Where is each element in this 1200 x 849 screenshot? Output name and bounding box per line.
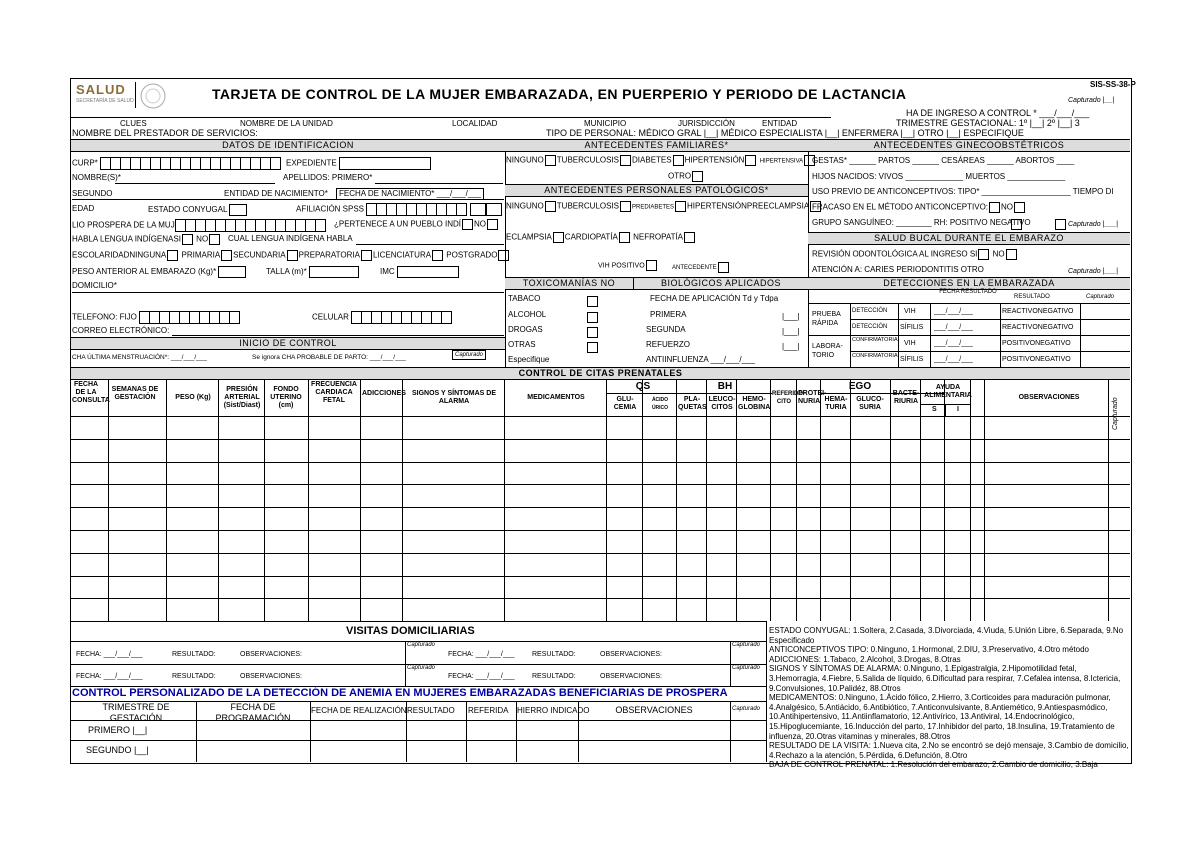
pat-eclampsia: ECLAMPSIA — [506, 232, 552, 242]
label-clues: CLUES — [120, 119, 147, 128]
ref-anticonceptivos: ANTICONCEPTIVOS TIPO: 0.Ninguno, 1.Hormonal, 2.DIU, 3.Preservativo, 4.Otro método — [769, 645, 1089, 655]
det-capturado: Capturado — [1086, 294, 1115, 300]
imc-label: IMC — [380, 267, 395, 277]
cual-lengua-field[interactable]: CUAL LENGUA INDÍGENA HABLA — [228, 234, 353, 243]
citas-col-divider — [820, 379, 821, 621]
citas-row-divider — [71, 507, 1130, 508]
estado-conyugal-field[interactable] — [148, 204, 247, 216]
ref-adicciones: ADICCIONES: 1.Tabaco, 2.Alcohol, 3.Drogas, 8.Otras — [769, 654, 961, 664]
visita1-capturado[interactable]: Capturado — [407, 642, 436, 648]
visita1-resultado[interactable]: RESULTADO: — [172, 651, 216, 658]
citas-col-divider — [166, 379, 167, 621]
citas-col-divider — [402, 379, 403, 621]
patologicos-options-2[interactable] — [506, 232, 696, 243]
inicio-capturado[interactable]: Capturado — [452, 350, 486, 360]
afiliacion-field[interactable] — [296, 203, 502, 216]
det-row3-vih: VIH — [904, 340, 916, 347]
celular-label: CELULAR — [312, 312, 349, 322]
bio-refuerzo-date[interactable]: |___| — [782, 342, 800, 351]
citas-col-divider — [984, 379, 985, 621]
col-acido-urico: ÁCIDO ÚRICO — [651, 397, 669, 411]
pat-cardiopatia: CARDIOPATÍA — [564, 232, 618, 242]
det-laboratorio: LABORA-TORIO — [812, 343, 843, 359]
citas-col-divider — [108, 379, 109, 621]
habla-si: SI — [173, 234, 181, 244]
card-title: TARJETA DE CONTROL DE LA MUJER EMBARAZADA, EN PUERPERIO Y PERIODO DE LACTANCIA — [212, 86, 907, 102]
bio-antiinfluenza[interactable]: ANTIINFLUENZA ___/___/___ — [646, 355, 755, 364]
col-ayuda: AYUDA ALIMENTARIA — [924, 384, 972, 399]
col-qs: QS — [635, 381, 651, 392]
tox-especifique[interactable]: Especifique — [508, 355, 550, 364]
expediente-field[interactable] — [286, 157, 431, 170]
citas-row-divider — [71, 598, 1130, 599]
det-row4-sifilis: SÍFILIS — [900, 356, 924, 363]
citas-col-divider — [890, 379, 891, 621]
pat-vih-label: VIH POSITIVO — [598, 262, 645, 270]
det-row4-result[interactable] — [1002, 356, 1071, 363]
tipo-personal-field[interactable]: TIPO DE PERSONAL: MÉDICO GRAL |__| MÉDICO ESPECIALISTA |__| ENFERMERA |__| OTRO |__| ESPECIFIQUE — [546, 128, 1024, 138]
citas-col-divider — [676, 379, 677, 621]
col-leucocitos: LEUCO-CITOS — [708, 396, 736, 411]
revision-label: REVISIÓN ODONTOLÓGICA AL INGRESO — [812, 249, 968, 259]
citas-col-divider — [1108, 379, 1109, 621]
det-row1-fecha[interactable]: ___/___/___ — [934, 308, 973, 315]
fam-hipertension: HIPERTENSIÓN — [684, 155, 745, 165]
fam-ninguno: NINGUNO — [506, 155, 544, 165]
habla-label: HABLA LENGUA INDÍGENA — [72, 234, 174, 244]
anemia-col-resultado: RESULTADO — [407, 706, 455, 715]
col-fondo: FONDO UTERINO (cm) — [270, 386, 302, 409]
hijos-field[interactable]: HIJOS NACIDOS: VIVOS _____________ MUERTOS _____________ — [812, 172, 1066, 181]
bio-segunda-date[interactable]: |___| — [782, 327, 800, 336]
citas-col-divider — [606, 379, 607, 621]
section-salud-bucal: SALUD BUCAL DURANTE EL EMBARAZO — [808, 232, 1130, 245]
familiares-options[interactable] — [506, 155, 816, 167]
ref-estado-conyugal: ESTADO CONYUGAL: 1.Soltera, 2.Casada, 3.Divorciada, 4.Viuda, 5.Unión Libre, 6.Separada, 9.No Especificado — [769, 626, 1124, 645]
det-row2-deteccion: DETECCIÓN — [852, 324, 888, 330]
fracaso-field[interactable] — [812, 202, 1026, 213]
visita1-fecha[interactable]: FECHA: ___/___/___ — [76, 651, 143, 658]
domicilio-field[interactable]: DOMICILIO* — [72, 281, 117, 290]
col-referido: REFERIDO-CITO — [772, 391, 805, 405]
reference-legend — [769, 626, 1129, 770]
celular-field[interactable] — [312, 311, 452, 324]
fam-tuberculosis: TUBERCULOSIS — [556, 155, 620, 165]
visita2-observaciones[interactable]: OBSERVACIONES: — [600, 651, 662, 658]
talla-label: TALLA (m)* — [266, 267, 307, 277]
pat-antecedente[interactable] — [672, 262, 730, 273]
col-glucemia: GLU-CEMIA — [613, 396, 637, 411]
col-fecha-consulta: FECHA DE LA CONSULTA — [72, 381, 110, 404]
revision-si: SI — [969, 249, 978, 259]
bio-segunda: SEGUNDA — [646, 325, 686, 334]
bio-fecha-label: FECHA DE APLICACIÓN Td y Tdpa — [650, 294, 779, 303]
escolaridad-field[interactable] — [72, 250, 510, 261]
form-code: SIS-SS-38-P — [1090, 80, 1136, 89]
curp-field[interactable] — [72, 157, 281, 170]
prospera-field[interactable] — [72, 219, 326, 232]
talla-field[interactable] — [266, 266, 359, 278]
fam-otro-label: OTRO — [668, 171, 692, 181]
section-inicio-control: INICIO DE CONTROL — [71, 337, 505, 350]
opt-positivo: POSITIVO — [1002, 340, 1036, 347]
logo-text: SALUD — [76, 82, 126, 97]
visita2-capturado[interactable]: Capturado — [732, 642, 761, 648]
tox-alcohol: ALCOHOL — [508, 310, 547, 319]
det-row1-result[interactable] — [1002, 308, 1073, 315]
det-row2-sifilis: SÍFILIS — [900, 324, 924, 331]
anemia-row-primero[interactable]: PRIMERO |__| — [88, 725, 148, 735]
fum-field[interactable]: CHA ÚLTIMA MENSTRUACIÓN*: ___/___/___ — [72, 354, 207, 361]
visita4-resultado[interactable]: RESULTADO: — [532, 673, 576, 680]
ref-baja: BAJA DE CONTROL PRENATAL: 1.Resolución del embarazo, 2.Cambio de domicilio, 3.Baja — [769, 760, 1098, 770]
anemia-col-trimestre: TRIMESTRE DE GESTACIÓN — [102, 702, 170, 723]
visita2-fecha[interactable]: FECHA: ___/___/___ — [448, 651, 515, 658]
tox-tabaco: TABACO — [508, 294, 541, 303]
col-semanas: SEMANAS DE GESTACIÓN — [111, 386, 159, 401]
bucal-capturado[interactable]: Capturado |___| — [1068, 268, 1118, 275]
citas-col-divider — [850, 379, 851, 621]
pat-preeclampsia: PREECLAMPSIA — [746, 201, 810, 211]
tox-drogas: DROGAS — [508, 325, 543, 334]
anemia-row-segundo[interactable]: SEGUNDO |__| — [86, 745, 149, 755]
curp-label: CURP* — [72, 158, 98, 168]
tox-checkbox-otras[interactable] — [586, 339, 599, 357]
col-ayuda-s: S — [932, 406, 937, 413]
col-proteinuria: PROTEI-NURIA — [798, 390, 827, 405]
grupo-sanguineo-field[interactable]: GRUPO SANGUÍNEO: ________ RH: POSITIVO NEGATIVO — [812, 218, 1031, 227]
pat-hipertension: HIPERTENSIÓN — [687, 201, 747, 211]
revision-no: NO — [992, 249, 1005, 259]
gestas-field[interactable]: GESTAS* ______ PARTOS ______ CESÁREAS ______ ABORTOS ____ — [812, 156, 1075, 165]
visita3-fecha[interactable]: FECHA: ___/___/___ — [76, 673, 143, 680]
citas-col-divider — [770, 379, 771, 621]
col-hematuria: HEMA-TURIA — [824, 396, 848, 411]
visita4-capturado[interactable]: Capturado — [732, 665, 761, 671]
col-plaquetas: PLA-QUETAS — [678, 396, 707, 411]
section-visitas: VISITAS DOMICILIARIAS — [346, 625, 475, 637]
visita4-fecha[interactable]: FECHA: ___/___/___ — [448, 673, 515, 680]
visita4-observaciones[interactable]: OBSERVACIONES: — [600, 673, 662, 680]
fecha-ingreso-field[interactable]: HA DE INGRESO A CONTROL * ___/___/___ — [906, 108, 1090, 118]
section-gineco: ANTECEDENTES GINECOOBSTÉTRICOS — [808, 139, 1130, 152]
citas-col-divider — [308, 379, 309, 621]
citas-col-divider — [796, 379, 797, 621]
citas-row-divider — [71, 484, 1130, 485]
anemia-col-referida: REFERIDA — [468, 706, 509, 715]
col-capturado: Capturado — [1112, 397, 1119, 430]
visita3-capturado[interactable]: Capturado — [407, 665, 436, 671]
det-resultado: RESULTADO — [1014, 294, 1050, 300]
det-row4-fecha[interactable]: ___/___/___ — [934, 356, 973, 363]
anemia-col-realizacion: FECHA DE REALIZACIÓN — [311, 706, 407, 715]
visita3-resultado[interactable]: RESULTADO: — [172, 673, 216, 680]
peso-anterior-field[interactable] — [72, 266, 246, 278]
expediente-label: EXPEDIENTE — [286, 158, 337, 168]
fam-hipertensiva: HIPERTENSIVA — [759, 158, 804, 165]
imc-field[interactable] — [380, 266, 459, 278]
section-identificacion: DATOS DE IDENTIFICACION — [71, 139, 505, 152]
ref-signos: SIGNOS Y SÍNTOMAS DE ALARMA: 0.Ninguno, 1.Epigastralgia, 2.Hipomotilidad fetal, 3.Hemorragia, 4.Fiebre, 5.Salida de líquido, 6.Dificultad para respirar, 7.Cefalea intensa, 8.Ictericia, 9.Convulsiones, 10.Palidéz, 88.Otros — [769, 664, 1121, 693]
col-bh: BH — [717, 381, 733, 392]
prospera-label: LIO PROSPERA DE LA MUJ — [72, 220, 175, 230]
citas-row-divider — [71, 553, 1130, 554]
citas-col-divider — [218, 379, 219, 621]
seal-icon — [138, 82, 168, 110]
det-row2-result[interactable] — [1002, 324, 1073, 331]
citas-col-divider — [360, 379, 361, 621]
anemia-col-observaciones: OBSERVACIONES — [615, 705, 693, 715]
section-detecciones: DETECCIONES EN LA EMBARAZADA — [808, 277, 1130, 290]
det-row3-result[interactable] — [1002, 340, 1071, 347]
entidad-nac-field[interactable]: ENTIDAD DE NACIMIENTO* — [224, 189, 328, 198]
logo-subtitle: SECRETARÍA DE SALUD — [76, 98, 134, 104]
opt-negativo: NEGATIVO — [1035, 356, 1071, 363]
trimestre-field[interactable]: TRIMESTRE GESTACIONAL: 1º |__| 2º |__| 3 — [896, 118, 1080, 128]
header-capturado: Capturado |__| — [1068, 97, 1115, 104]
col-hemoglobina: HEMO-GLOBINA — [738, 396, 771, 411]
fecha-nac-field[interactable]: FECHA DE NACIMIENTO* ___/___/___ — [336, 188, 484, 200]
col-adicciones: ADICCIONES — [362, 390, 406, 397]
nombre-field[interactable]: NOMBRE(S)* — [72, 173, 121, 182]
opt-negativo: NEGATIVO — [1037, 324, 1074, 331]
pat-vih[interactable] — [598, 260, 658, 271]
col-medicamentos: MEDICAMENTOS — [527, 394, 585, 401]
patologicos-options[interactable] — [506, 201, 822, 213]
anemia-col-hierro: HIERRO INDICADO — [517, 706, 590, 715]
revision-odonto-field[interactable] — [812, 249, 1018, 260]
salud-logo — [76, 82, 134, 110]
citas-col-divider — [970, 379, 971, 621]
fracaso-label: FRACASO EN EL MÉTODO ANTICONCEPTIVO: — [812, 202, 989, 212]
label-localidad: LOCALIDAD — [452, 119, 498, 128]
det-row1-deteccion: DETECCIÓN — [852, 308, 888, 314]
esc-licenciatura: LICENCIATURA — [372, 250, 432, 260]
opt-positivo: POSITIVO — [1002, 356, 1036, 363]
det-row1-vih: VIH — [904, 308, 916, 315]
fam-otro[interactable] — [668, 171, 704, 182]
apellido1-field[interactable]: APELLIDOS: PRIMERO* — [283, 173, 373, 182]
pat-prediabetes: PREDIABETES — [632, 204, 675, 211]
anemia-col-capturado: Capturado — [732, 706, 761, 712]
citas-row-divider — [71, 462, 1130, 463]
fam-diabetes: DIABETES — [632, 155, 672, 165]
col-bacteriuria: BACTE-RIURIA — [892, 390, 920, 405]
telefono-label: TELEFONO: FIJO — [72, 312, 137, 322]
prestador-field[interactable]: NOMBRE DEL PRESTADOR DE SERVICIOS: — [72, 128, 258, 138]
label-entidad: ENTIDAD — [762, 119, 798, 128]
tox-otras: OTRAS — [508, 340, 536, 349]
det-row4-confirmatoria: CONFIRMATORIA — [852, 353, 898, 359]
visita2-resultado[interactable]: RESULTADO: — [532, 651, 576, 658]
fpp-field[interactable]: Se ignora CHA PROBABLE DE PARTO: ___/___/___ — [252, 354, 406, 361]
apellido2-field[interactable]: SEGUNDO — [72, 189, 113, 198]
col-peso: PESO (Kg) — [175, 394, 211, 401]
bio-primera: PRIMERA — [650, 310, 687, 319]
citas-row-divider — [71, 439, 1130, 440]
peso-label: PESO ANTERIOR AL EMBARAZO (Kg)* — [72, 267, 217, 277]
col-signos: SIGNOS Y SÍNTOMAS DE ALARMA — [411, 390, 497, 405]
anemia-col-programacion: FECHA DE PROGRAMACIÓN — [215, 702, 291, 723]
section-citas: CONTROL DE CITAS PRENATALES — [71, 367, 1130, 380]
visita3-observaciones[interactable]: OBSERVACIONES: — [240, 673, 302, 680]
opt-reactivo: REACTIVO — [1002, 308, 1038, 315]
pat-antecedente-label: ANTECEDENTE — [672, 265, 717, 272]
citas-col-divider — [504, 379, 505, 621]
citas-col-divider — [706, 379, 707, 621]
correo-field[interactable]: CORREO ELECTRÓNICO: — [72, 326, 170, 335]
citas-row-divider — [71, 576, 1130, 577]
pueblo-label: ¿PERTENECE A UN PUEBLO INDÍ — [334, 219, 461, 229]
pueblo-indigena-field[interactable] — [334, 219, 499, 230]
citas-col-divider — [264, 379, 265, 621]
citas-col-divider — [736, 379, 737, 621]
pat-nefropatia: NEFROPATÍA — [633, 232, 684, 242]
citas-col-divider — [642, 379, 643, 621]
habla-no: NO — [196, 234, 209, 244]
gineco-capturado[interactable]: Capturado |___| — [1068, 221, 1118, 228]
det-row3-confirmatoria: CONFIRMATORIA — [852, 337, 898, 343]
ref-medicamentos: MEDICAMENTOS: 0.Ninguno, 1.Ácido fólico, 2.Hierro, 3.Corticoides para maduración pulmonar, 4.Analgésico, 5.Antiácido, 6.Antibiótico, 7.Anticonvulsivante, 8.Antiemético, 9.Antiespasmódico, 10.Antihipertensivo, 11.Antiinflamatorio, 12.Antivírico, 13.Antiviral, 14.Endocrinológico, 15.Hipoglucemiante, 16.Inducción del parto, 17.Inhibidor del parto, 18.Insulina, 19.Tratamiento de influenza, 20.Otras vitaminas y minerales, 88.Otros — [769, 693, 1115, 741]
section-anemia: CONTROL PERSONALIZADO DE LA DETECCIÓN DE ANEMIA EN MUJERES EMBARAZADAS BENEFICIARIAS DE PROSPERA — [72, 687, 728, 699]
citas-col-divider — [920, 379, 921, 621]
ayuda-sub-col — [945, 404, 946, 416]
label-municipio: MUNICIPIO — [584, 119, 627, 128]
estado-conyugal-label: ESTADO CONYUGAL — [148, 205, 228, 215]
col-ayuda-i: I — [957, 406, 959, 413]
visita1-observaciones[interactable]: OBSERVACIONES: — [240, 651, 302, 658]
fracaso-no: NO — [1001, 202, 1014, 212]
det-prueba-rapida: PRUEBA RÁPIDA — [812, 311, 841, 327]
col-ego: EGO — [848, 381, 872, 392]
label-jurisdiccion: JURISDICCIÓN — [678, 119, 735, 128]
section-biologicos: BIOLÓGICOS APLICADOS — [634, 277, 808, 290]
esc-primaria: PRIMARIA — [181, 250, 221, 260]
pueblo-no: NO — [474, 219, 486, 229]
bio-primera-date[interactable]: |___| — [782, 312, 800, 321]
col-glucosuria: GLUCO-SURIA — [856, 396, 884, 411]
anticonceptivos-field[interactable]: USO PREVIO DE ANTICONCEPTIVOS: TIPO* ____________________ TIEMPO DI — [812, 187, 1114, 196]
det-row2-fecha[interactable]: ___/___/___ — [934, 324, 973, 331]
det-row3-fecha[interactable]: ___/___/___ — [934, 340, 973, 347]
esc-secundaria: SECUNDARIA — [233, 250, 286, 260]
bio-refuerzo: REFUERZO — [646, 340, 690, 349]
col-presion: PRESIÓN ARTERIAL (Sist/Diast) — [223, 386, 261, 409]
section-toxicomanias: TOXICOMANÍAS NO — [505, 277, 634, 290]
opt-negativo: NEGATIVO — [1035, 340, 1071, 347]
escolaridad-label: ESCOLARIDAD — [72, 250, 130, 260]
col-observaciones: OBSERVACIONES — [1018, 394, 1080, 401]
opt-negativo: NEGATIVO — [1037, 308, 1074, 315]
section-personales-patologicos: ANTECEDENTES PERSONALES PATOLÓGICOS* — [505, 184, 808, 197]
telefono-field[interactable] — [72, 311, 240, 324]
col-frecuencia: FRECUENCIA CARDIACA FETAL — [311, 381, 357, 404]
afiliacion-label: AFILIACIÓN SPSS — [296, 204, 365, 214]
det-fecha-resultado: FECHA RESULTADO — [939, 289, 997, 295]
edad-field[interactable]: EDAD — [72, 204, 95, 213]
habla-lengua-field[interactable] — [72, 234, 221, 245]
citas-row-divider — [71, 530, 1130, 531]
pat-ninguno: NINGUNO — [506, 201, 544, 211]
esc-postgrado: POSTGRADO — [446, 250, 498, 260]
esc-preparatoria: PREPARATORIA — [298, 250, 360, 260]
opt-reactivo: REACTIVO — [1002, 324, 1038, 331]
ref-resultado-visita: RESULTADO DE LA VISITA: 1.Nueva cita, 2.No se encontró se dejó mensaje, 3.Cambio de domicilio, 4.Rechazo a la atención, 5.Pérdida, 6.Defunción, 8.Otro — [769, 741, 1129, 760]
label-unidad: NOMBRE DE LA UNIDAD — [240, 119, 333, 128]
atencion-field[interactable]: ATENCIÓN A: CARIES PERIODONTITIS OTRO — [812, 265, 984, 274]
section-antecedentes-familiares: ANTECEDENTES FAMILIARES* — [505, 139, 808, 152]
pat-tuberculosis: TUBERCULOSIS — [556, 201, 620, 211]
esc-ninguna: NINGUNA — [129, 250, 167, 260]
